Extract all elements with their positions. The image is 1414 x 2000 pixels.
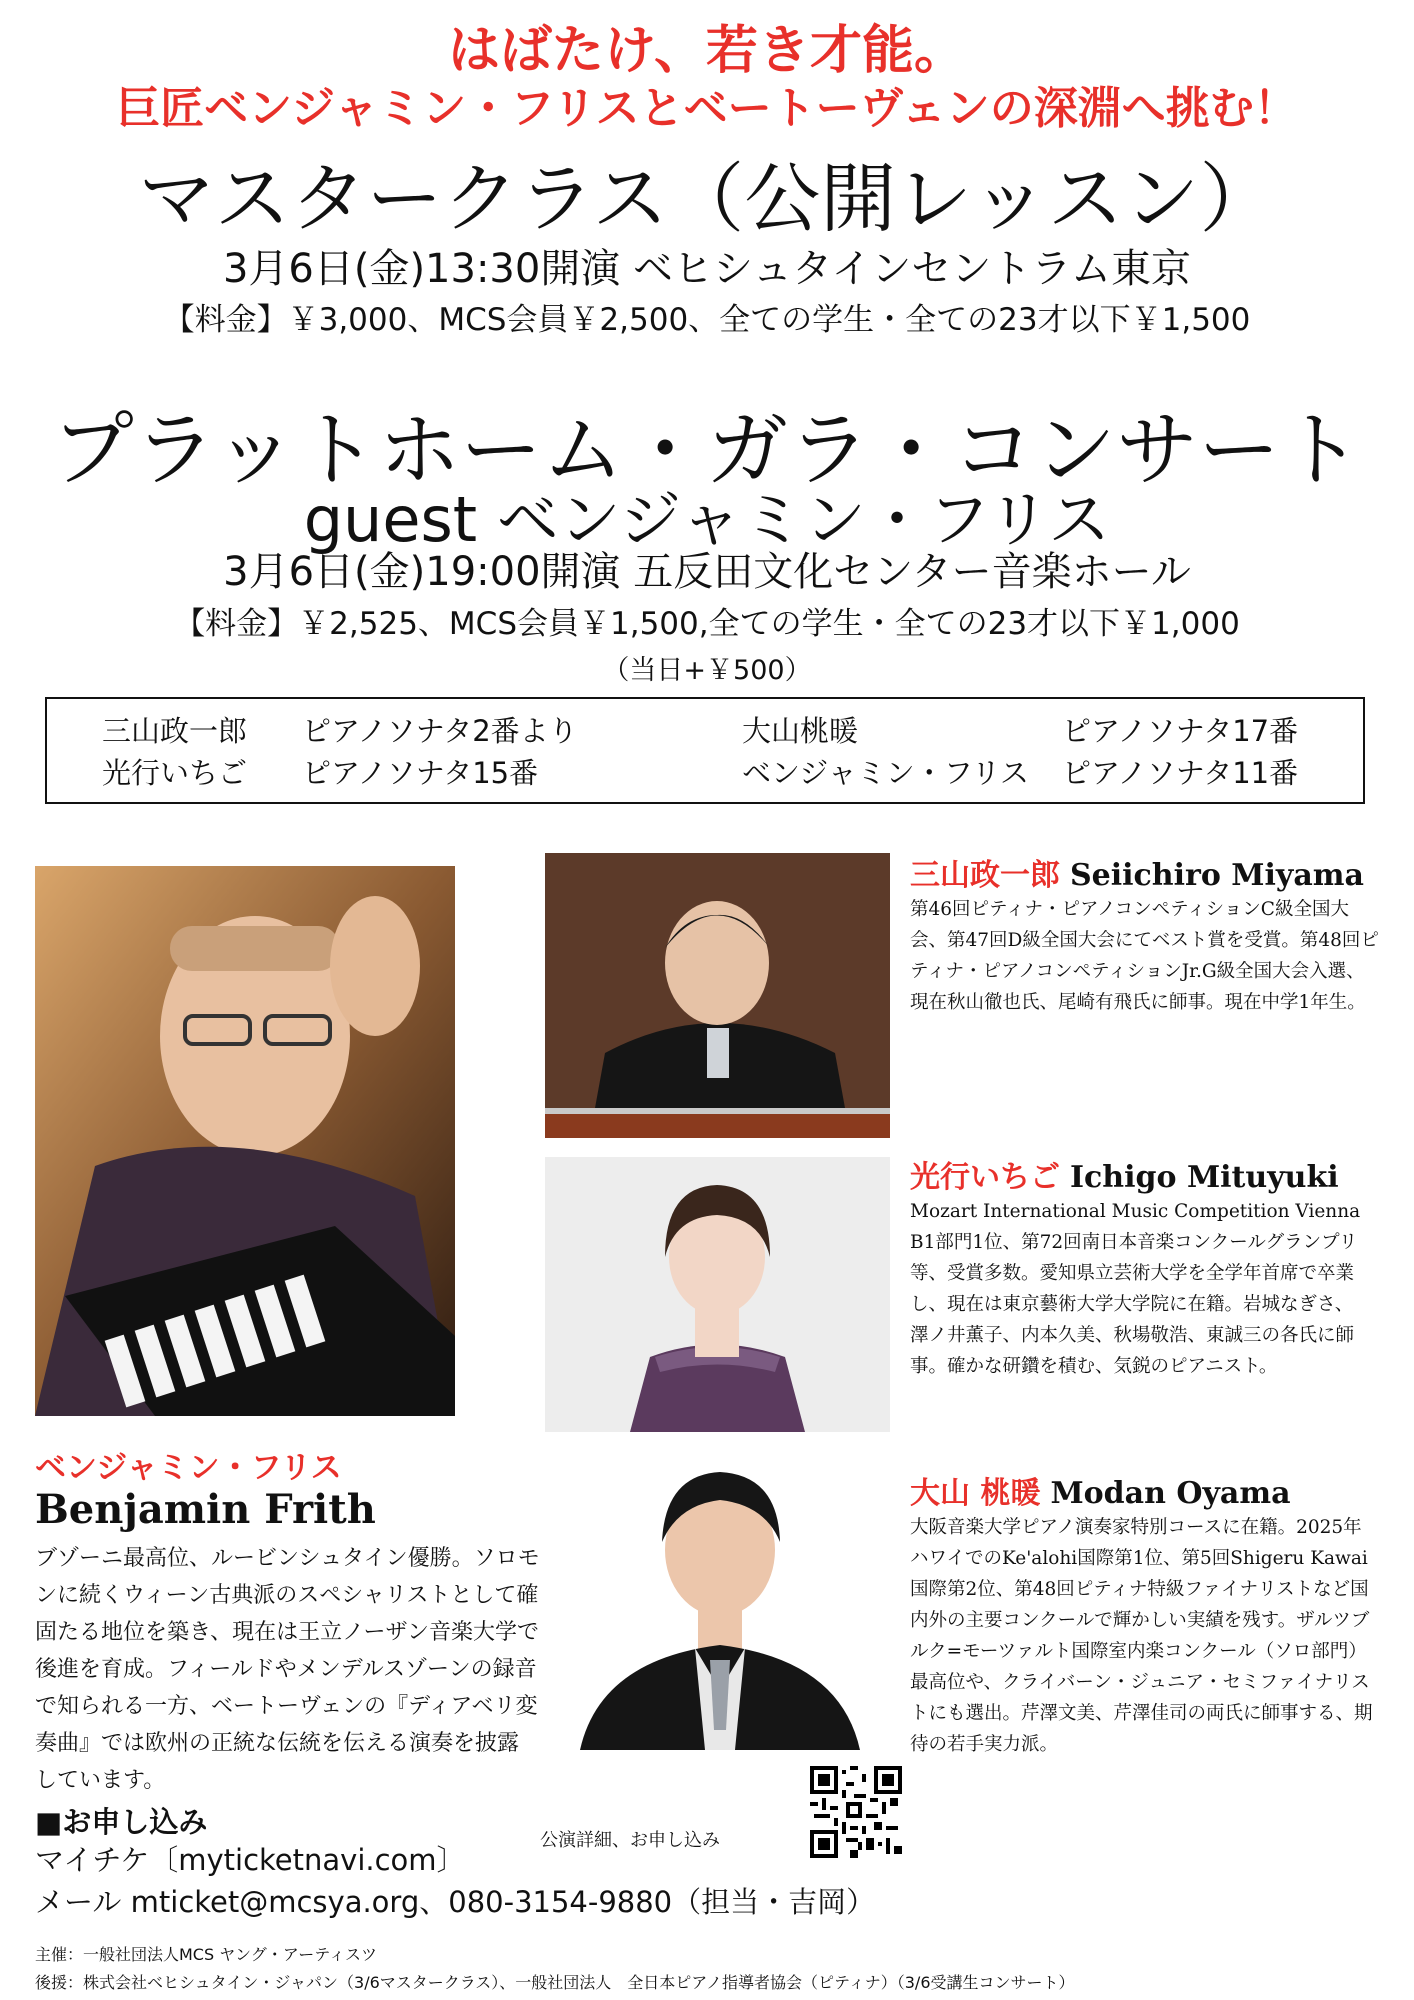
gala-guest: guest ベンジャミン・フリス [303, 483, 1111, 556]
performer-name-jp: 三山政一郎 [910, 858, 1060, 893]
frith-name-en: Benjamin Frith [35, 1486, 376, 1533]
apply-heading: ■お申し込み [35, 1805, 208, 1839]
frith-bio: ブゾーニ最高位、ルービンシュタイン優勝。ソロモンに続くウィーン古典派のスペシャリストとして確固たる地位を築き、現在は王立ノーザン音楽大学で後進を育成。フィールドやメンデルスゾーンの録音で知られる一方、ベートーヴェンの『ディアベリ変奏曲』では欧州の正統な伝統を伝える演奏を披露しています。 [35, 1546, 540, 1793]
gala-title: プラットホーム・ガラ・コンサート [51, 403, 1363, 498]
program-box [45, 697, 1365, 804]
gala-date: 3月6日(金)19:00開演 五反田文化センター音楽ホール [223, 549, 1191, 595]
oyama-photo [560, 1450, 880, 1750]
qr-code-icon[interactable] [810, 1766, 902, 1858]
mituyuki-photo [545, 1157, 890, 1432]
gala-price: 【料金】￥2,525、MCS会員￥1,500,全ての学生・全ての23才以下￥1,000 [174, 606, 1240, 642]
performer-bio-miyama: 第46回ピティナ・ピアノコンペティションC級全国大会、第47回D級全国大会にてベスト賞を受賞。第48回ピティナ・ピアノコンペティションJr.G級全国大会入選、現在秋山徹也氏、尾崎有飛氏に師事。現在中学1年生。 [910, 899, 1379, 1013]
frith-photo [35, 866, 455, 1416]
program-performer: ベンジャミン・フリス [742, 756, 1029, 790]
program-piece: ピアノソナタ17番 [1062, 714, 1299, 748]
masterclass-price: 【料金】￥3,000、MCS会員￥2,500、全ての学生・全ての23才以下￥1,500 [163, 302, 1251, 338]
performer-bio-oyama: 大阪音楽大学ピアノ演奏家特別コースに在籍。2025年ハワイでのKe'alohi国際第1位、第5回Shigeru Kawai国際第2位、第48回ピティナ特級ファイナリストなど国内外の主要コンクールで輝かしい実績を残す。ザルツブルク=モーツァルト国際室内楽コンクール（ソロ部門）最高位や、クライバーン・ジュニア・セミファイナリストにも選出。芹澤文美、芹澤佳司の両氏に師事する、期待の若手実力派。 [910, 1517, 1373, 1755]
gala-same-day-surcharge: （当日+￥500） [602, 655, 812, 686]
miyama-photo [545, 853, 890, 1138]
apply-contact[interactable]: メール mticket@mcsya.org、080-3154-9880（担当・吉岡） [35, 1885, 876, 1919]
masterclass-date: 3月6日(金)13:30開演 ベヒシュタインセントラム東京 [222, 246, 1192, 292]
program-piece: ピアノソナタ11番 [1062, 756, 1299, 790]
program-performer: 大山桃暖 [742, 714, 859, 748]
program-piece: ピアノソナタ2番より [302, 714, 578, 748]
masterclass-title: マスタークラス（公開レッスン） [138, 154, 1276, 243]
performer-name-oyama [910, 1468, 1291, 1512]
program-performer: 光行いちご [102, 756, 248, 790]
footer-supporters: 後援：株式会社ベヒシュタイン・ジャパン（3/6マスタークラス）、一般社団法人 全日本ピアノ指導者協会（ピティナ）（3/6受講生コンサート） [35, 1973, 1075, 1992]
performer-name-mituyuki [910, 1152, 1339, 1196]
frith-name-jp: ベンジャミン・フリス [35, 1450, 342, 1486]
performer-name-en: Ichigo Mituyuki [1070, 1160, 1339, 1195]
performer-name-en: Modan Oyama [1050, 1476, 1291, 1511]
program-performer: 三山政一郎 [102, 714, 248, 748]
qr-label: 公演詳細、お申し込み [540, 1830, 720, 1851]
footer-organizer: 主催：一般社団法人MCS ヤング・アーティスツ [35, 1945, 377, 1964]
performer-name-miyama [910, 850, 1364, 894]
performer-name-en: Seiichiro Miyama [1070, 858, 1364, 893]
tagline-primary: はばたけ、若き才能。 [448, 21, 966, 81]
apply-site-link[interactable]: マイチケ〔myticketnavi.com〕 [35, 1843, 466, 1877]
performer-bio-mituyuki: Mozart International Music Competition Vienna B1部門1位、第72回南日本音楽コンクールグランプリ等、受賞多数。愛知県立芸術大学を全学年首席で卒業し、現在は東京藝術大学大学院に在籍。岩城なぎさ、澤ノ井薫子、内本久美、秋場敬浩、東誠三の各氏に師事。確かな研鑽を積む、気鋭のピアニスト。 [910, 1201, 1361, 1377]
tagline-secondary: 巨匠ベンジャミン・フリスとベートーヴェンの深淵へ挑む！ [116, 83, 1298, 134]
performer-name-jp: 大山 桃暖 [910, 1476, 1041, 1511]
program-piece: ピアノソナタ15番 [302, 756, 539, 790]
performer-name-jp: 光行いちご [910, 1160, 1060, 1195]
